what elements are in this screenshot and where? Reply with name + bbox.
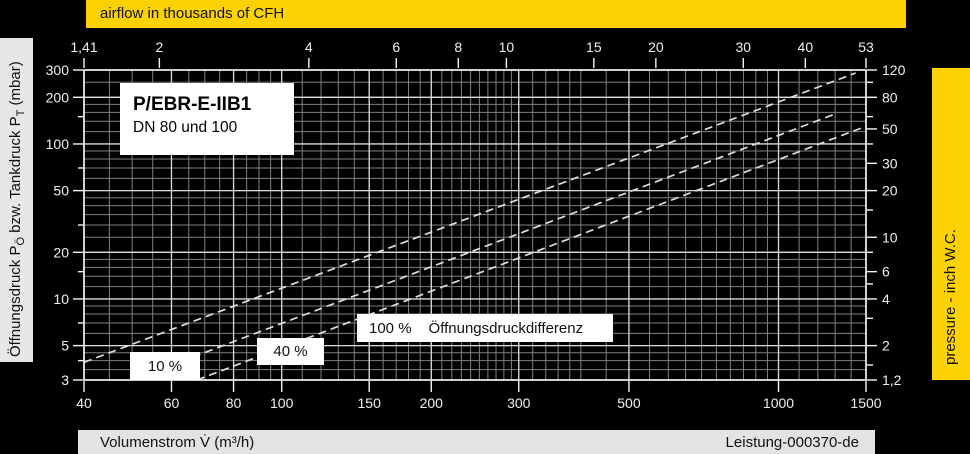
tick-label: 60 <box>163 395 180 411</box>
document-code: Leistung-000370-de <box>725 433 859 451</box>
left-axis-label <box>7 61 27 357</box>
valve-model-title: P/EBR-E-IIB1 <box>133 94 252 115</box>
bottom-axis-banner <box>78 430 875 454</box>
left-axis-label-part: Öffnungsdruck P <box>7 245 24 357</box>
left-axis-label-subscript: Ö <box>15 236 27 246</box>
tick-label: 1,2 <box>882 372 902 388</box>
tick-label: 10 <box>53 290 69 307</box>
right-axis-label: pressure - inch W.C. <box>942 229 959 365</box>
tick-label: 20 <box>53 244 69 261</box>
tick-label: 120 <box>882 62 906 78</box>
curve-label-100-percent <box>357 314 613 342</box>
tick-label: 300 <box>507 395 531 411</box>
curve-label-40-percent: 40 % <box>257 338 324 365</box>
tick-label: 200 <box>419 395 443 411</box>
tick-label: 150 <box>357 395 381 411</box>
tick-label: 100 <box>45 135 69 152</box>
tick-label: 40 <box>797 39 814 55</box>
tick-label: 1500 <box>850 395 882 411</box>
tick-label: 200 <box>45 89 69 106</box>
tick-label: 80 <box>225 395 242 411</box>
tick-label: 2 <box>882 337 890 354</box>
tick-label: 5 <box>61 337 69 354</box>
tick-label: 4 <box>882 290 890 307</box>
left-axis-label-part: bzw. Tankdruck P <box>7 116 24 237</box>
curve-label-10-percent: 10 % <box>130 352 200 380</box>
left-axis-label-part: (mbar) <box>7 61 24 110</box>
tick-label: 20 <box>648 39 664 55</box>
top-axis-banner <box>86 0 906 28</box>
tick-label: 30 <box>735 39 752 55</box>
left-axis-label-subscript: T <box>15 109 27 117</box>
tick-label: 10 <box>882 229 898 246</box>
curve-label-100-value: 100 % <box>369 319 412 337</box>
tick-label: 1,41 <box>70 39 98 55</box>
tick-label: 2 <box>155 39 164 55</box>
tick-label: 53 <box>858 39 874 55</box>
tick-label: 10 <box>498 39 515 55</box>
left-axis-banner <box>0 38 33 362</box>
tick-label: 20 <box>882 182 898 199</box>
tick-label: 8 <box>454 39 463 55</box>
tick-label: 15 <box>586 39 602 55</box>
tick-label: 6 <box>392 39 401 55</box>
tick-label: 500 <box>617 395 641 411</box>
tick-label: 100 <box>270 395 294 411</box>
tick-label: 40 <box>76 395 92 411</box>
valve-size-subtitle: DN 80 und 100 <box>133 119 238 136</box>
tick-label: 300 <box>45 62 69 78</box>
top-axis-banner-label: airflow in thousands of CFH <box>100 5 285 22</box>
tick-label: 1000 <box>762 395 795 411</box>
tick-label: 3 <box>61 372 69 388</box>
right-axis-banner <box>932 68 970 380</box>
tick-label: 80 <box>882 89 898 106</box>
tick-label: 50 <box>882 120 898 137</box>
tick-label: 6 <box>882 263 890 280</box>
tick-label: 30 <box>882 155 898 172</box>
tick-label: 50 <box>53 182 69 199</box>
chart-title-box <box>120 83 294 155</box>
tick-label: 4 <box>304 39 313 55</box>
bottom-axis-label: Volumenstrom V̇ (m³/h) <box>100 433 255 451</box>
curve-label-100-text: Öffnungsdruckdifferenz <box>428 319 584 337</box>
